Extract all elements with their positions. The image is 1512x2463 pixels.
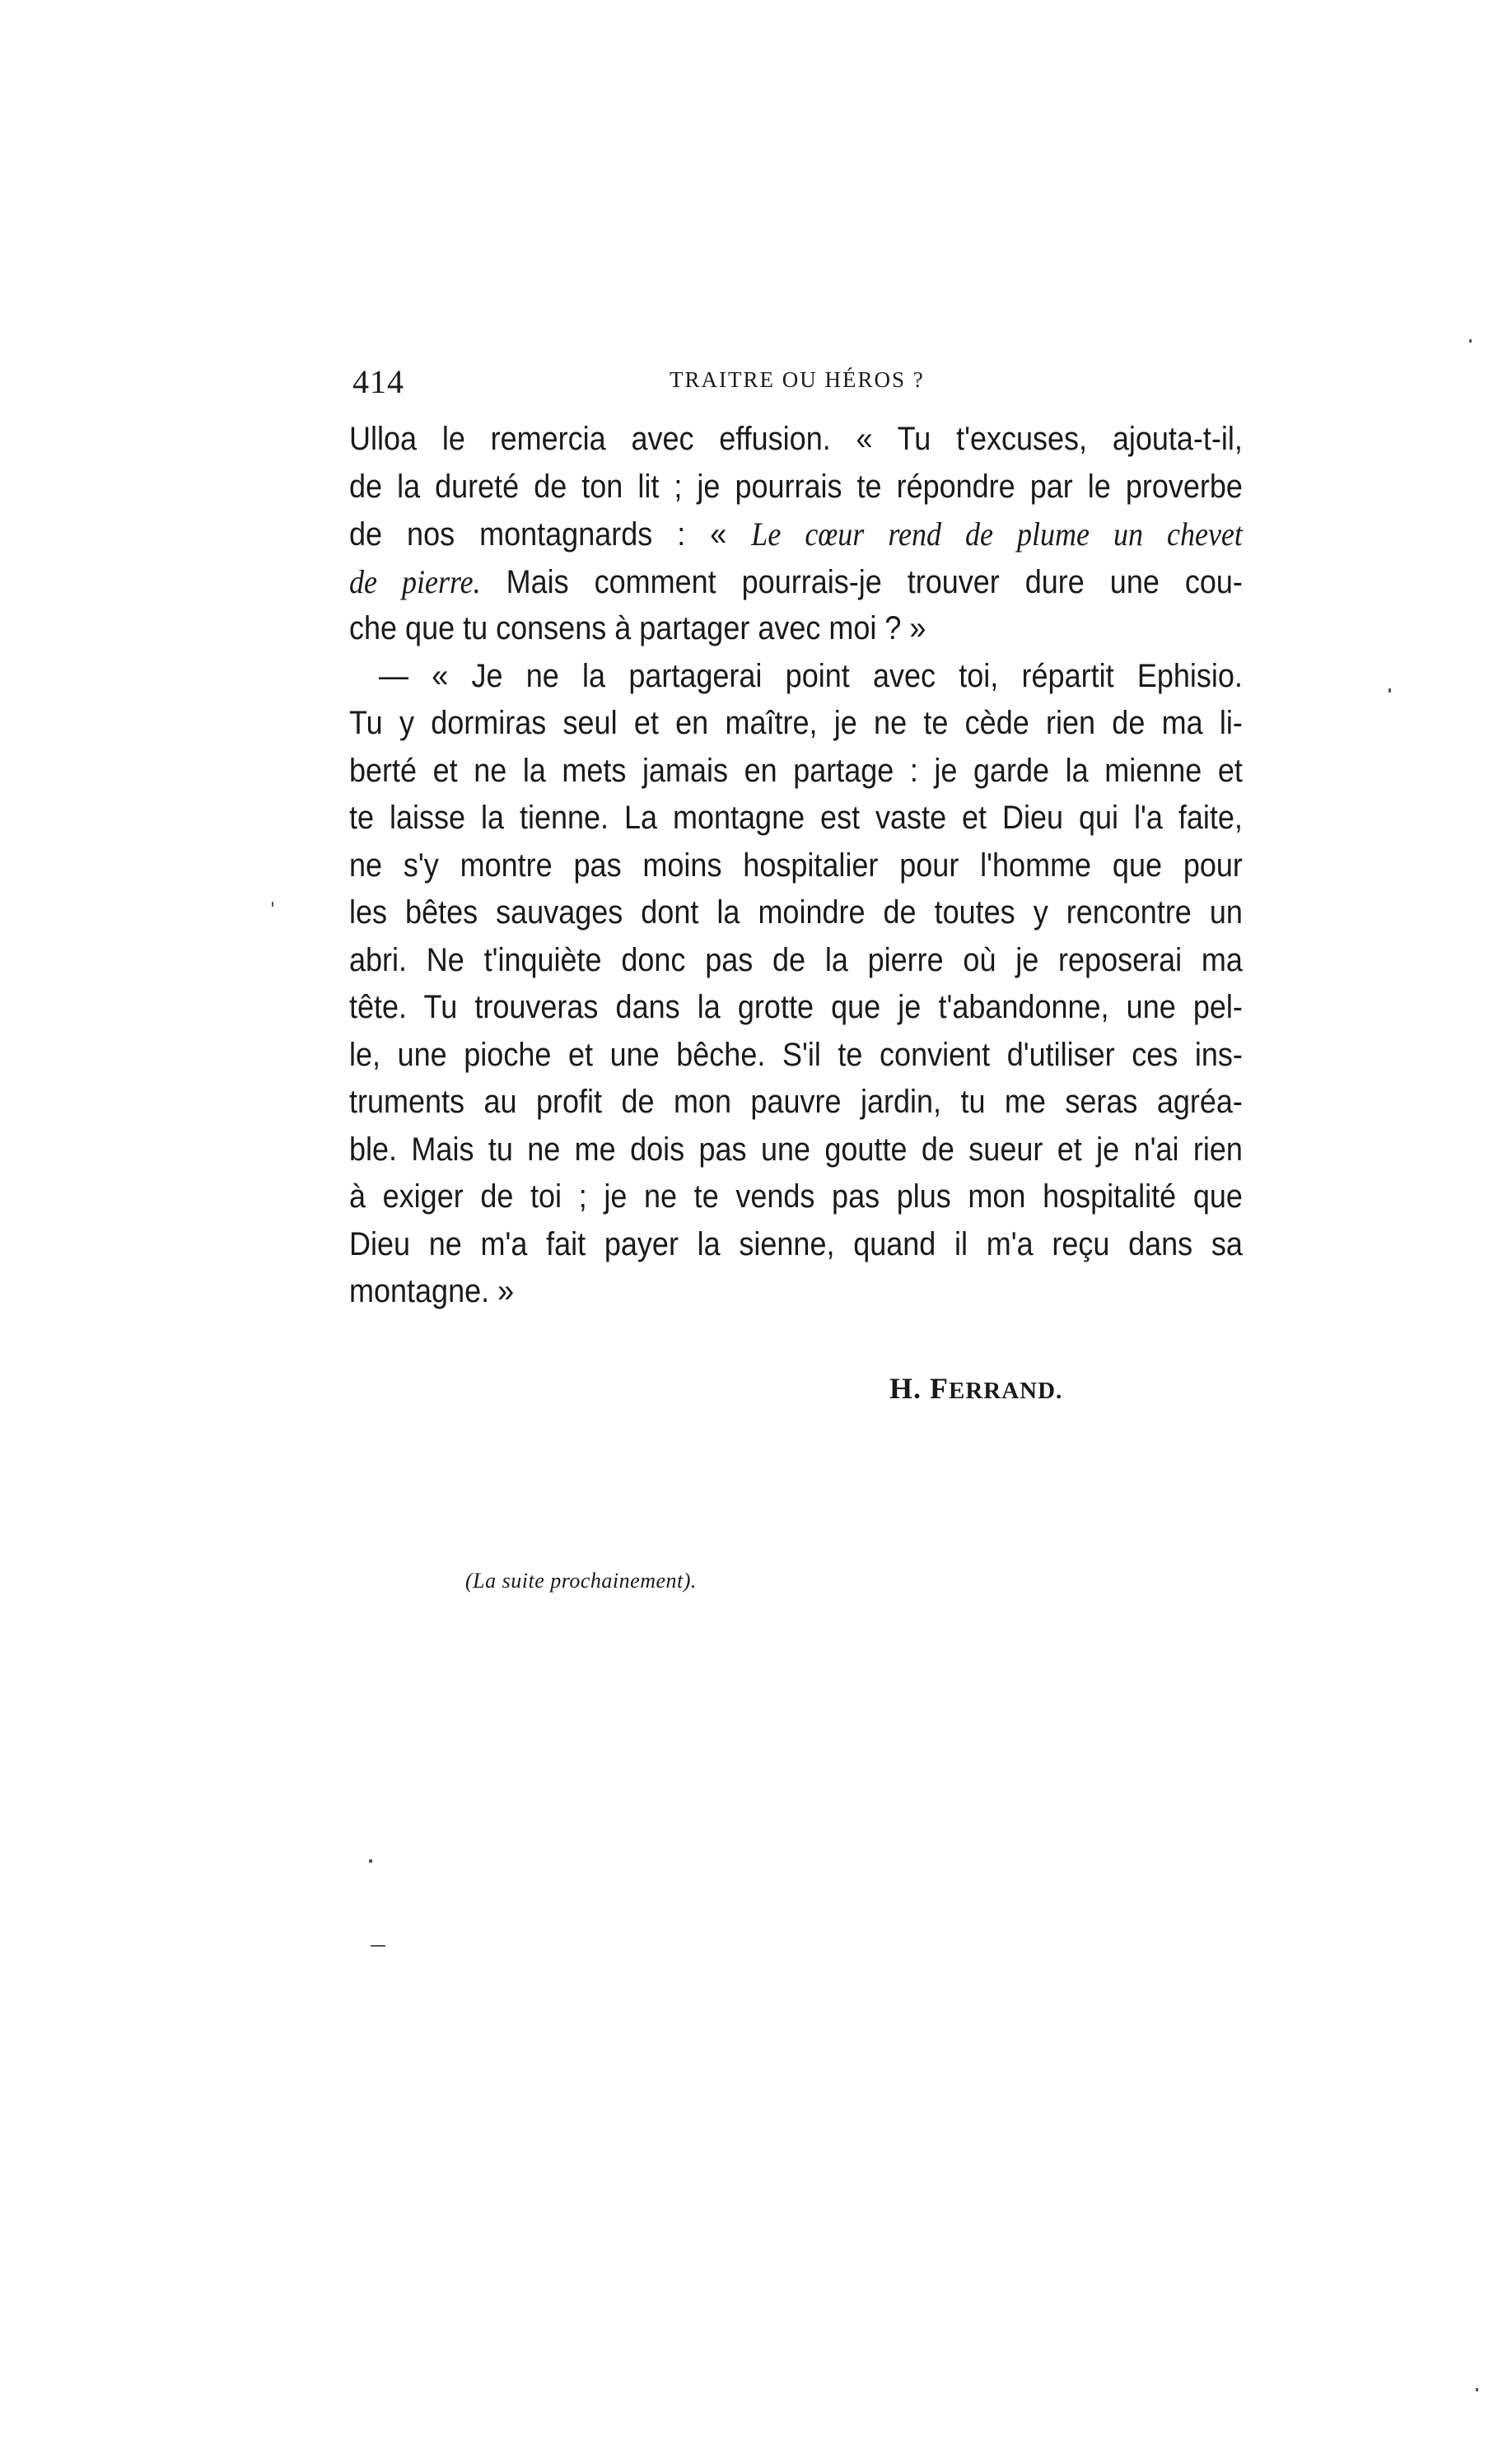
scan-speck xyxy=(1388,688,1391,693)
author-signature: H. FERRAND. xyxy=(889,1372,1063,1405)
text-line: de nos montagnards : « Le cœur rend de plume un chevet xyxy=(349,515,1243,553)
scan-speck xyxy=(1469,339,1472,343)
text-line: les bêtes sauvages dont la moindre de toutes y rencontre un xyxy=(349,894,1243,931)
continuation-note: (La suite prochainement). xyxy=(465,1569,697,1593)
scan-speck xyxy=(371,1945,385,1947)
text-line: truments au profit de mon pauvre jardin, tu me seras agréa- xyxy=(349,1084,1243,1120)
italic-proverb: de pierre. xyxy=(349,562,481,600)
text-line: abri. Ne t'inquiète donc pas de la pierre où je reposerai ma xyxy=(349,941,1243,978)
scan-speck xyxy=(1476,2388,1478,2391)
text-line: montagne. » xyxy=(349,1273,515,1309)
text-line: de la dureté de ton lit ; je pourrais te répondre par le proverbe xyxy=(349,468,1243,505)
text-line: Dieu ne m'a fait payer la sienne, quand il m'a reçu dans sa xyxy=(349,1225,1243,1262)
text-line: ble. Mais tu ne me dois pas une goutte de sueur et je n'ai rien xyxy=(349,1131,1243,1168)
text-line: — « Je ne la partagerai point avec toi, répartit Ephisio. xyxy=(379,657,1243,694)
text-line: à exiger de toi ; je ne te vends pas plus mon hospitalité que xyxy=(349,1178,1243,1215)
body-text xyxy=(349,416,1244,1316)
text-line: tête. Tu trouveras dans la grotte que je t'abandonne, une pel- xyxy=(349,989,1243,1025)
scan-speck xyxy=(369,1859,372,1863)
scan-speck xyxy=(272,902,273,907)
text-line: de pierre. Mais comment pourrais-je trouver dure une cou- xyxy=(349,562,1243,600)
text-line: Ulloa le remercia avec effusion. « Tu t'excuses, ajouta-t-il, xyxy=(349,421,1243,457)
text-line: berté et ne la mets jamais en partage : je garde la mienne et xyxy=(349,752,1243,789)
text-line: le, une pioche et une bêche. S'il te convient d'utiliser ces ins- xyxy=(349,1036,1243,1073)
text-line: che que tu consens à partager avec moi ? » xyxy=(349,610,926,646)
text-line: te laisse la tienne. La montagne est vaste et Dieu qui l'a faite, xyxy=(349,800,1243,836)
page-header xyxy=(352,362,1244,412)
text-line: ne s'y montre pas moins hospitalier pour l'homme que pour xyxy=(349,847,1243,884)
italic-proverb: Le cœur rend de plume un chevet xyxy=(751,515,1243,553)
running-title: TRAITRE OU HÉROS ? xyxy=(670,367,925,392)
page-number: 414 xyxy=(352,363,404,400)
text-line: Tu y dormiras seul et en maître, je ne te cède rien de ma li- xyxy=(349,705,1243,741)
